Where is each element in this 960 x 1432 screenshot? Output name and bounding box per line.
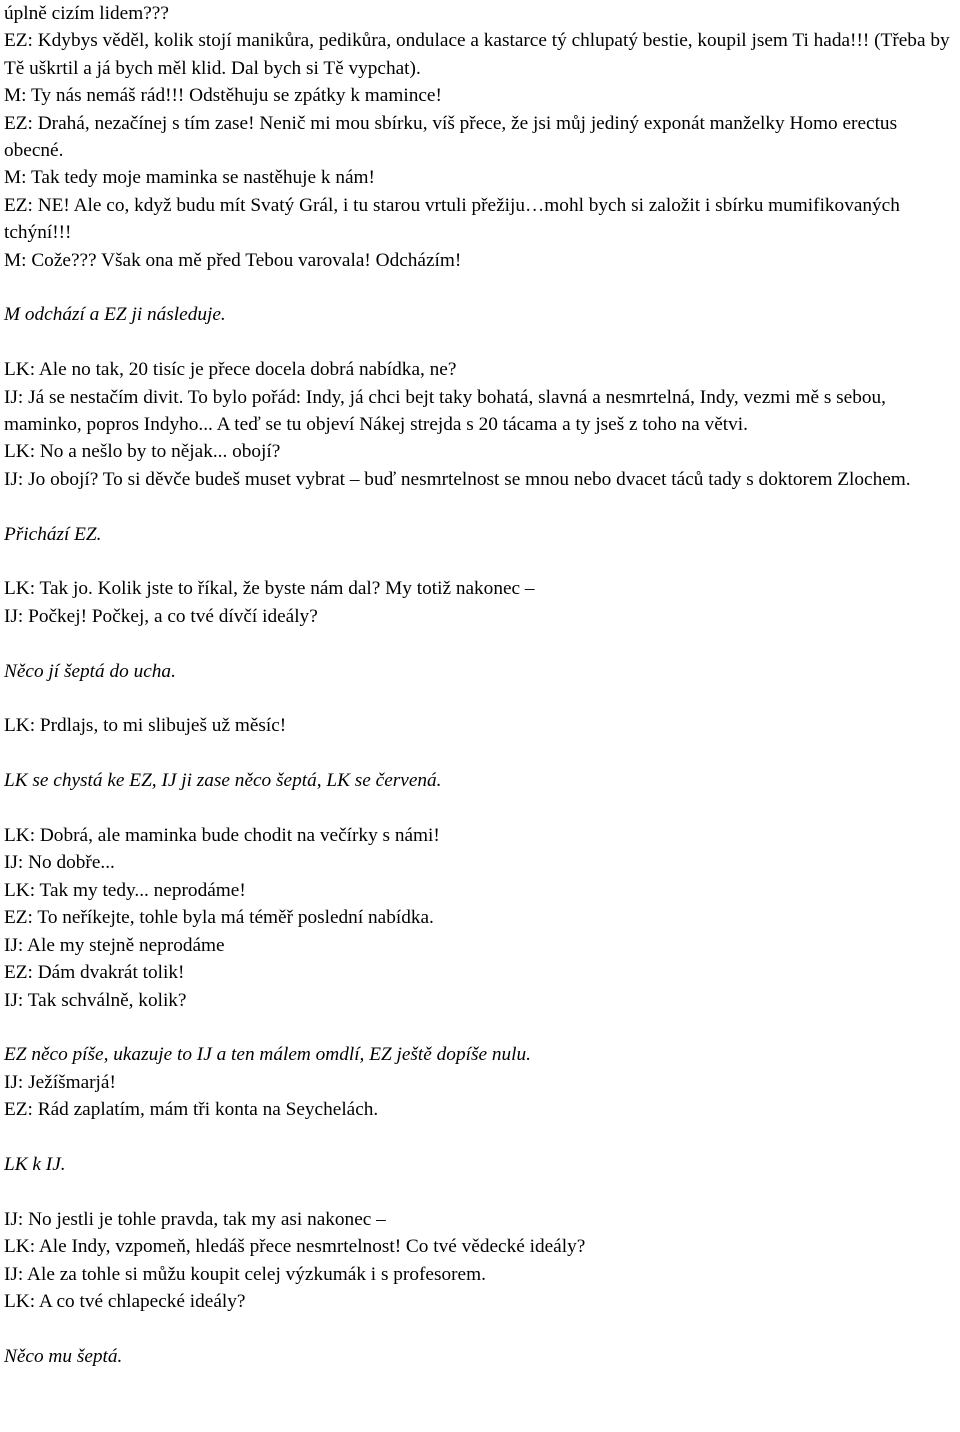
stage-direction: LK se chystá ke EZ, IJ ji zase něco šeptá, LK se červená. (4, 770, 442, 792)
dialogue-line: M: Cože??? Však ona mě před Tebou varovala! Odcházím! (4, 249, 462, 271)
stage-direction: Něco jí šeptá do ucha. (4, 660, 176, 682)
dialogue-line: LK: Tak my tedy... neprodáme! (4, 879, 246, 901)
dialogue-line: LK: Tak jo. Kolik jste to říkal, že byste nám dal? My totiž nakonec – (4, 578, 535, 600)
dialogue-line: EZ: Rád zaplatím, mám tři konta na Seychelách. (4, 1099, 379, 1121)
spacer (4, 1014, 956, 1041)
spacer (4, 1315, 956, 1342)
dialogue-line: IJ: Ale za tohle si můžu koupit celej výzkumák i s profesorem. (4, 1263, 486, 1285)
spacer (4, 329, 956, 356)
spacer (4, 548, 956, 575)
stage-direction: Přichází EZ. (4, 523, 102, 545)
dialogue-line: IJ: Počkej! Počkej, a co tvé dívčí ideály? (4, 605, 318, 627)
dialogue-line: IJ: Tak schválně, kolik? (4, 989, 187, 1011)
dialogue-line: EZ: NE! Ale co, když budu mít Svatý Grál, i tu starou vrtuli přežiju…mohl bych si založit i sbírku mumifikovaných tchýní!!! (4, 194, 900, 244)
dialogue-line: IJ: Ježíšmarjá! (4, 1071, 116, 1093)
dialogue-line: LK: Prdlajs, to mi slibuješ už měsíc! (4, 715, 287, 737)
stage-direction: M odchází a EZ ji následuje. (4, 304, 226, 326)
spacer (4, 630, 956, 657)
dialogue-line: LK: No a nešlo by to nějak... obojí? (4, 441, 281, 463)
dialogue-line: EZ: To neříkejte, tohle byla má téměř poslední nabídka. (4, 907, 434, 929)
document-page (4, 0, 956, 1370)
dialogue-line: LK: A co tvé chlapecké ideály? (4, 1290, 246, 1312)
spacer (4, 1124, 956, 1151)
dialogue-line: IJ: Ale my stejně neprodáme (4, 934, 225, 956)
dialogue-line: IJ: Jo obojí? To si děvče budeš muset vybrat – buď nesmrtelnost se mnou nebo dvacet táců tady s doktorem Zlochem. (4, 468, 911, 490)
stage-direction: Něco mu šeptá. (4, 1345, 123, 1367)
dialogue-line: LK: Ale Indy, vzpomeň, hledáš přece nesmrtelnost! Co tvé vědecké ideály? (4, 1236, 586, 1258)
dialogue-line: LK: Ale no tak, 20 tisíc je přece docela dobrá nabídka, ne? (4, 359, 457, 381)
spacer (4, 274, 956, 301)
dialogue-line: IJ: Já se nestačím divit. To bylo pořád: Indy, já chci bejt taky bohatá, slavná a nesmrtelná, Indy, vezmi mě s sebou, maminko, popros Indyho... A teď se tu objeví Nákej strejda s 20 tácama a ty jseš z toho na větvi. (4, 386, 886, 436)
spacer (4, 1178, 956, 1205)
spacer (4, 795, 956, 822)
dialogue-line: LK: Dobrá, ale maminka bude chodit na večírky s námi! (4, 825, 440, 847)
stage-direction: LK k IJ. (4, 1153, 66, 1175)
dialogue-line: úplně cizím lidem??? (4, 3, 169, 24)
dialogue-line: EZ: Dám dvakrát tolik! (4, 962, 185, 984)
stage-direction: EZ něco píše, ukazuje to IJ a ten málem omdlí, EZ ještě dopíše nulu. (4, 1044, 531, 1066)
dialogue-line: IJ: No dobře... (4, 852, 115, 874)
dialogue-line: M: Ty nás nemáš rád!!! Odstěhuju se zpátky k mamince! (4, 85, 442, 107)
dialogue-line: EZ: Kdybys věděl, kolik stojí manikůra, pedikůra, ondulace a kastarce tý chlupatý bestie, koupil jsem Ti hada!!! (Třeba by Tě uškrtil a já bych měl klid. Dal bych si Tě vypchat). (4, 30, 950, 79)
spacer (4, 740, 956, 767)
dialogue-line: EZ: Drahá, nezačínej s tím zase! Nenič mi mou sbírku, víš přece, že jsi můj jediný exponát manželky Homo erectus obecné. (4, 112, 898, 162)
spacer (4, 685, 956, 712)
dialogue-line: IJ: No jestli je tohle pravda, tak my asi nakonec – (4, 1208, 386, 1230)
dialogue-line: M: Tak tedy moje maminka se nastěhuje k nám! (4, 167, 375, 189)
spacer (4, 493, 956, 520)
